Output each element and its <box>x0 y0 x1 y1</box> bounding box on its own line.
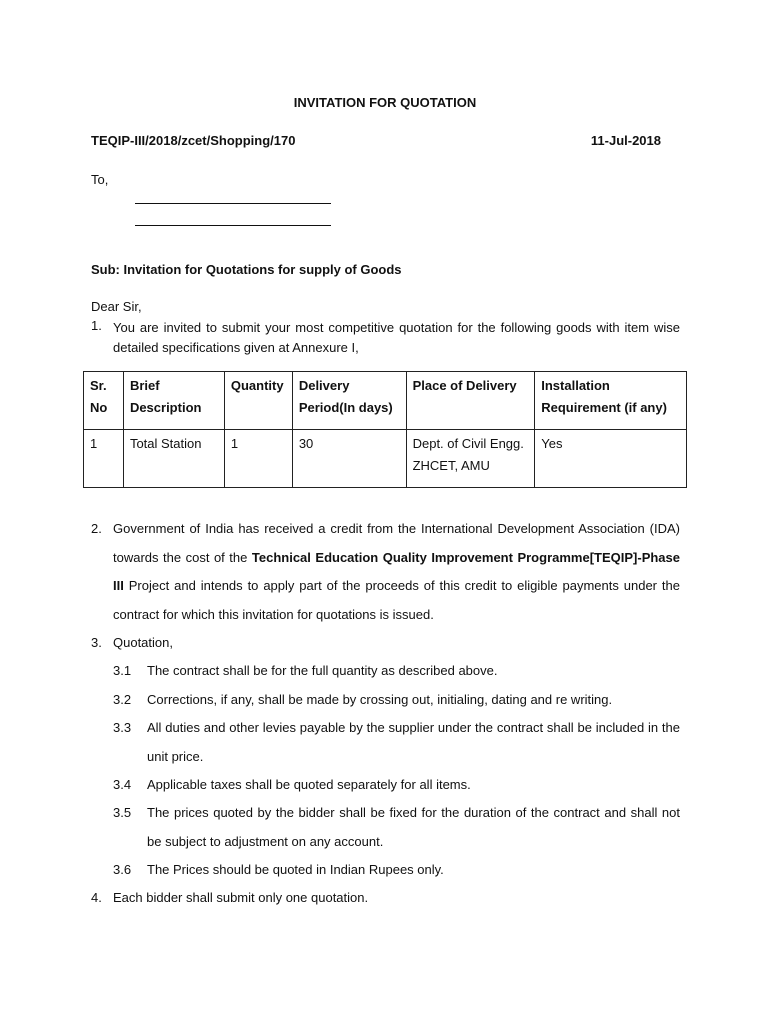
subitem-3-5 <box>113 799 680 856</box>
subitem-number: 3.2 <box>113 692 132 707</box>
document-date: 11-Jul-2018 <box>590 133 661 148</box>
paragraph-1 <box>91 318 680 358</box>
subitem-text: The Prices should be quoted in Indian Rupees only. <box>147 862 444 877</box>
paragraph-text-part1: Government of India has received a credit from the International Development Association (IDA) towards the cost of the <box>113 521 680 565</box>
table-row <box>84 430 687 488</box>
paragraph-number: 1. <box>91 318 102 333</box>
paragraph-3 <box>91 629 680 658</box>
subitem-number: 3.6 <box>113 862 132 877</box>
paragraph-text: Each bidder shall submit only one quotation. <box>113 890 369 905</box>
paragraph-number: 4. <box>91 890 102 905</box>
subitem-number: 3.4 <box>113 777 132 792</box>
subitem-number: 3.3 <box>113 720 132 735</box>
reference-number: TEQIP-III/2018/zcet/Shopping/170 <box>91 133 296 148</box>
header-sr-no: Sr. No <box>84 372 124 430</box>
cell-delivery-period: 30 <box>292 430 406 488</box>
table-header-row <box>84 372 687 430</box>
subitem-text: Applicable taxes shall be quoted separately for all items. <box>147 777 471 792</box>
header-installation: Installation Requirement (if any) <box>535 372 687 430</box>
subitem-text: The contract shall be for the full quantity as described above. <box>147 663 498 678</box>
subitem-number: 3.5 <box>113 805 132 820</box>
cell-description: Total Station <box>123 430 224 488</box>
paragraph-number: 3. <box>91 635 102 650</box>
salutation: Dear Sir, <box>91 299 142 314</box>
subject-line: Sub: Invitation for Quotations for supply of Goods <box>91 262 402 277</box>
goods-table <box>83 371 687 488</box>
to-label: To, <box>91 172 109 187</box>
subitem-text: The prices quoted by the bidder shall be fixed for the duration of the contract and shall not be subject to adjustment on any account. <box>147 805 680 849</box>
paragraph-text <box>113 515 680 629</box>
paragraph-4 <box>91 884 680 913</box>
address-blank-line-1 <box>135 203 331 204</box>
subitem-3-4 <box>113 771 680 800</box>
subitem-3-3 <box>113 714 680 771</box>
subitem-3-2 <box>113 686 680 715</box>
cell-place-of-delivery: Dept. of Civil Engg. ZHCET, AMU <box>406 430 535 488</box>
subitem-number: 3.1 <box>113 663 132 678</box>
paragraph-text-part2: Project and intends to apply part of the proceeds of this credit to eligible payments under the contract for which this invitation for quotations is issued. <box>113 578 680 622</box>
document-title: INVITATION FOR QUOTATION <box>293 95 477 110</box>
subitem-text: All duties and other levies payable by the supplier under the contract shall be included in the unit price. <box>147 720 680 764</box>
subitem-3-1 <box>113 657 680 686</box>
programme-name: Technical Education Quality Improvement Programme[TEQIP]-Phase III <box>113 549 680 593</box>
reference-line <box>91 133 661 148</box>
header-place-of-delivery: Place of Delivery <box>406 372 535 430</box>
subitem-text: Corrections, if any, shall be made by crossing out, initialing, dating and re writing. <box>147 692 613 707</box>
header-delivery-period: Delivery Period(In days) <box>292 372 406 430</box>
cell-sr-no: 1 <box>84 430 124 488</box>
paragraph-text: You are invited to submit your most competitive quotation for the following goods with item wise detailed specifications given at Annexure I, <box>113 320 680 355</box>
cell-quantity: 1 <box>224 430 292 488</box>
address-blank-line-2 <box>135 225 331 226</box>
header-quantity: Quantity <box>224 372 292 430</box>
paragraph-2 <box>91 515 680 629</box>
paragraph-text: Quotation, <box>113 635 173 650</box>
subitem-3-6 <box>113 856 680 885</box>
cell-installation: Yes <box>535 430 687 488</box>
header-description: Brief Description <box>123 372 224 430</box>
paragraph-number: 2. <box>91 521 102 536</box>
